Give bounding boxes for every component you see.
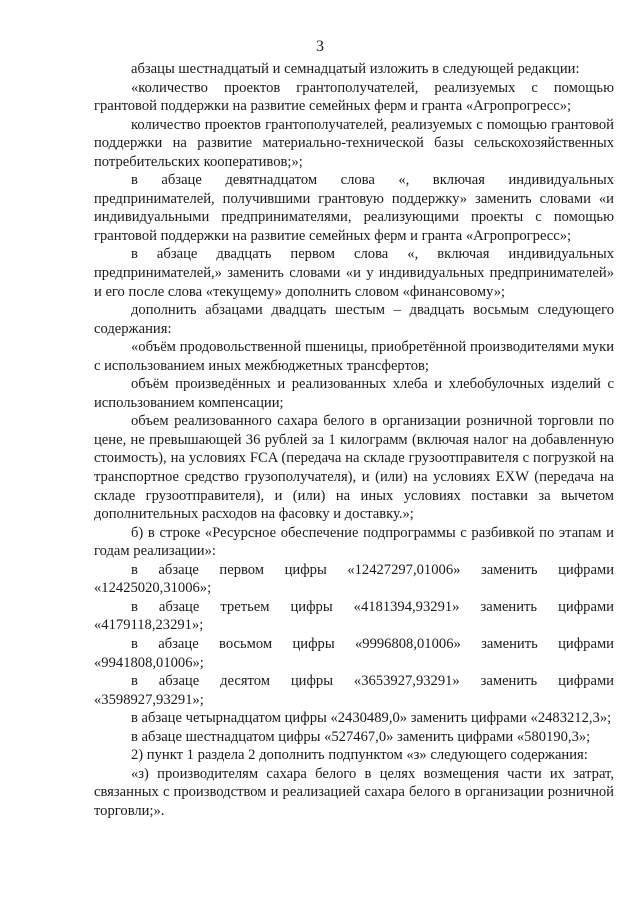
paragraph: в абзаце двадцать первом слова «, включая индивидуальных предпринимателей,» заменить словами «и у индивидуальных предпринимателей» и его после слова «текущему» дополнить словом «финансовому»; <box>94 246 614 300</box>
paragraph: в абзаце десятом цифры «3653927,93291» заменить цифрами «3598927,93291»; <box>94 673 614 708</box>
paragraph: количество проектов грантополучателей, реализуемых с помощью грантовой поддержки на развитие материально-технической базы сельскохозяйственных потребительских кооперативов;»; <box>94 116 614 170</box>
paragraph: в абзаце четырнадцатом цифры «2430489,0» заменить цифрами «2483212,3»; <box>131 710 612 727</box>
paragraph: абзацы шестнадцатый и семнадцатый изложить в следующей редакции: <box>131 61 580 77</box>
paragraph: объем реализованного сахара белого в организации розничной торговли по цене, не превышающей 36 рублей за 1 килограмм (включая налог на добавленную стоимость), на условиях FCA (передача на складе грузоотправителя с погрузкой на транспортное средство грузополучателя), и (или) на условиях EXW (передача на складе грузоотправителя), и (или) на иных условиях поставки за вычетом дополнительных расходов на фасовку и доставку.»; <box>94 413 614 523</box>
paragraph: в абзаце шестнадцатом цифры «527467,0» заменить цифрами «580190,3»; <box>131 728 591 745</box>
paragraph: «з) производителям сахара белого в целях возмещения части их затрат, связанных с производством и реализацией сахара белого в организации розничной торговли;». <box>94 765 614 819</box>
paragraph: в абзаце девятнадцатом слова «, включая индивидуальных предпринимателей, получившими грантовую поддержку» заменить словами «и индивидуальными предпринимателями, реализующими проекты с помощью грантовой поддержки на развитие семейных ферм и гранта «Агропрогресс»; <box>94 172 614 244</box>
paragraph: в абзаце третьем цифры «4181394,93291» заменить цифрами «4179118,23291»; <box>94 598 614 634</box>
paragraph: объём произведённых и реализованных хлеба и хлебобулочных изделий с использованием компенсации; <box>94 376 614 411</box>
paragraph: дополнить абзацами двадцать шестым – двадцать восьмым следующего содержания: <box>94 302 614 337</box>
paragraph: «количество проектов грантополучателей, реализуемых с помощью грантовой поддержки на развитие семейных ферм и гранта «Агропрогресс»; <box>94 79 614 115</box>
page-number: 3 <box>316 38 324 55</box>
paragraph: в абзаце восьмом цифры «9996808,01006» заменить цифрами «9941808,01006»; <box>94 635 614 671</box>
paragraph: «объём продовольственной пшеницы, приобретённой производителями муки с использованием иных межбюджетных трансфертов; <box>94 339 614 374</box>
paragraph: в абзаце первом цифры «12427297,01006» заменить цифрами «12425020,31006»; <box>94 561 614 597</box>
paragraph: 2) пункт 1 раздела 2 дополнить подпунктом «з» следующего содержания: <box>131 747 588 764</box>
document-body <box>94 60 614 820</box>
paragraph: б) в строке «Ресурсное обеспечение подпрограммы с разбивкой по этапам и годам реализации»: <box>94 524 614 560</box>
